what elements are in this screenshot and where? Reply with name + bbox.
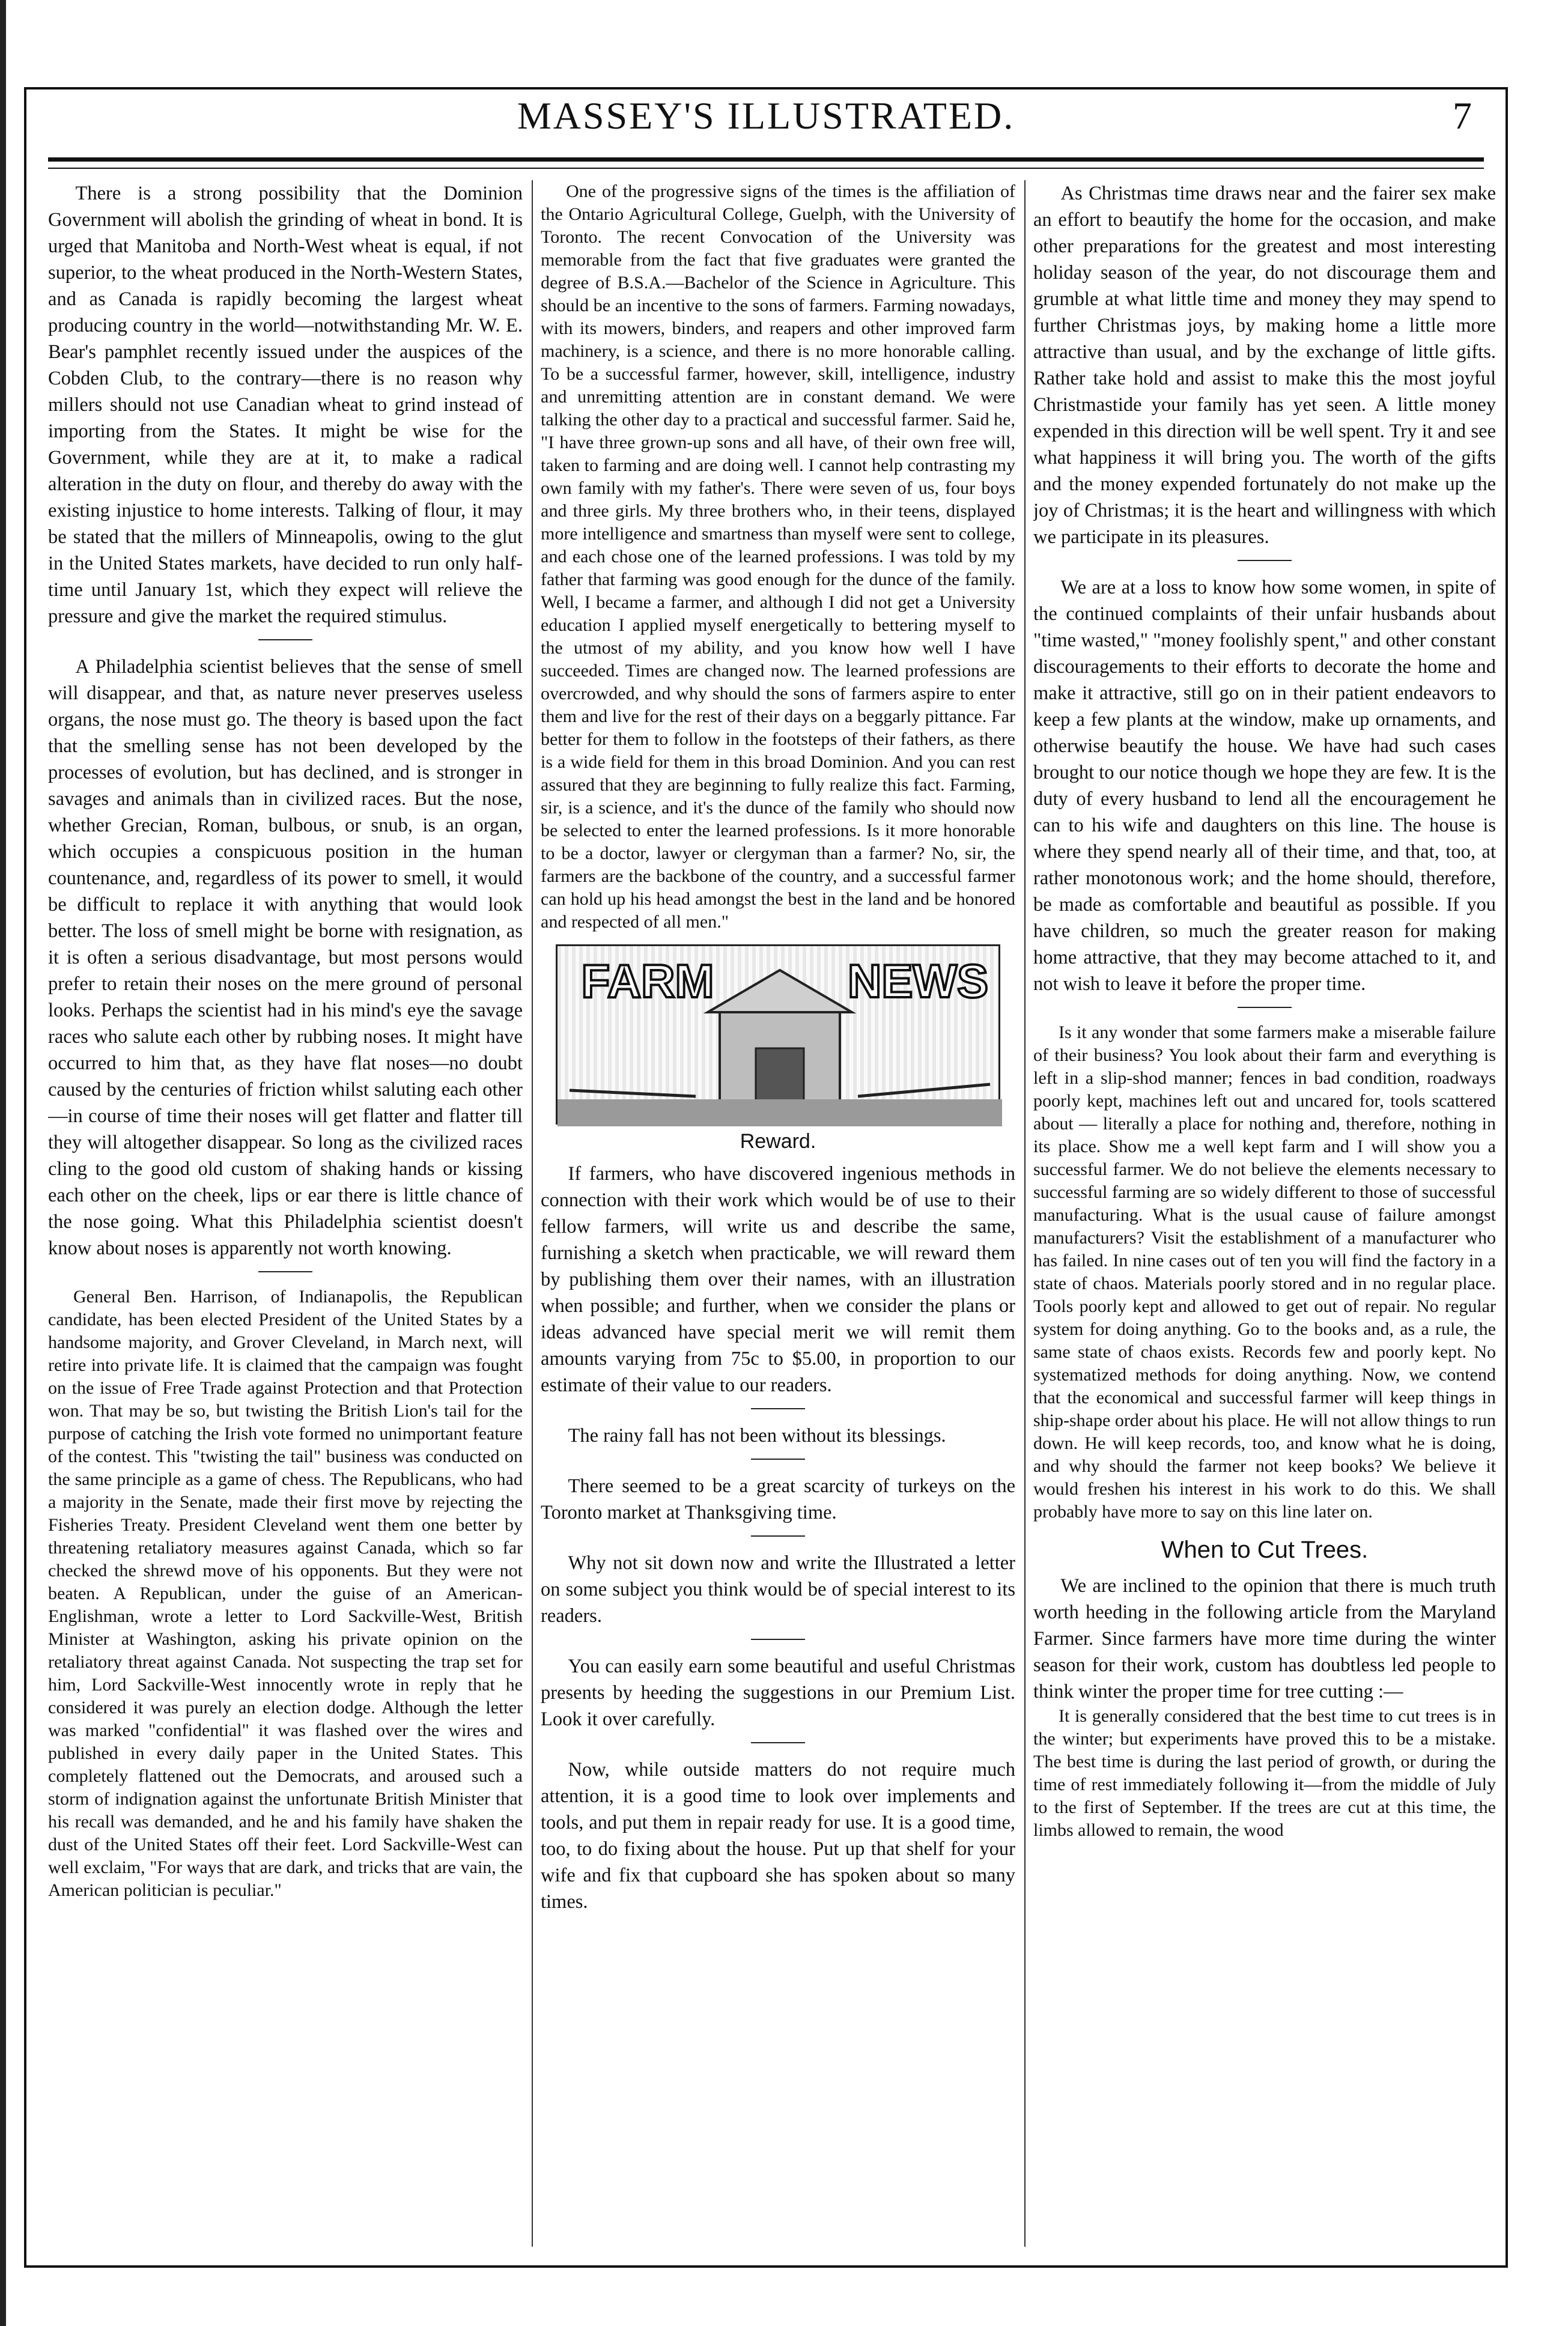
article-philadelphia-nose: A Philadelphia scientist believes that the sense of smell will disappear, and that, as nature never preserves useless organs, the nose must go. The theory is based upon the fact that the smelling sense has not been developed by the processes of evolution, but has declined, and is stronger in savages and animals than in civilized races. But the nose, whether Grecian, Roman, bulbous, or snub, is an organ, which occupies a conspicuous position in the human countenance, and, regardless of its power to smell, it would be difficult to replace it with anything that would look better. The loss of smell might be borne with resignation, as it is often a serious disadvantage, but most persons would prefer to retain their noses on the mere ground of personal looks. Perhaps the scientist had in his mind's eye the savage races who salute each other by rubbing noses. It might have occurred to him that, as they have flat noses—no doubt caused by the centuries of friction whilst saluting each other—in course of time their noses will get flatter and flatter till they will altogether disappear. So long as the civilized races cling to the good old custom of shaking hands or kissing each other on the cheek, lips or ear there is little chance of the nose going. What this Philadelphia scientist doesn't know about noses is apparently not worth knowing. (48, 656, 523, 1259)
svg-text:FARM: FARM (581, 955, 714, 1007)
reward-text: If farmers, who have discovered ingenious methods in connection with their work which would be of use to their fellow farmers, will write us and describe the same, furnishing a sketch when practicable, we will reward them by publishing them over their names, with an illustration when possible; and further, when we consider the plans or ideas advanced have special merit we will remit them amounts varying from 75c to $5.00, in proportion to our estimate of their value to our readers. (541, 1163, 1015, 1396)
page-number: 7 (1453, 94, 1472, 137)
article-women-home: We are at a loss to know how some women, in spite of the continued complaints of their unfair husbands about "time wasted," "money foolishly spent," and other constant discouragements to their efforts to decorate the home and make it attractive, still go on in their patient endeavors to keep a few plants at the window, make up ornaments, and otherwise beautify the house. We have had such cases brought to our notice though we hope they are few. It is the duty of every husband to lend all the encouragement he can to his wife and daughters on this line. The house is where they spend nearly all of their time, and that, too, at rather monotonous work; and the home should, therefore, be made as comfortable and beautiful as possible. If you have children, so much the greater reason for making home attractive, that they may become attached to it, and not wish to leave it before the proper time. (1033, 577, 1496, 995)
column-divider (532, 180, 533, 2247)
when-to-cut-trees-title: When to Cut Trees. (1161, 1537, 1369, 1563)
note-turkeys: There seemed to be a great scarcity of turkeys on the Toronto market at Thanksgiving time. (541, 1475, 1015, 1523)
separator (751, 1639, 805, 1640)
separator (258, 639, 312, 640)
article-farm-failure: Is it any wonder that some farmers make a miserable failure of their business? You look about their farm and everything is left in a slip-shod manner; fences in bad condition, roadways poorly kept, machines left out and uncared for, tools scattered about — literally a place for nothing and, therefore, nothing in its place. Show me a well kept farm and I will show you a successful farmer. We do not believe the elements necessary to successful farming are so widely different to those of successful manufacturing. What is the usual cause of failure amongst manufacturers? Visit the establishment of a manufacturer who has failed. In nine cases out of ten you will find the factory in a state of chaos. Materials poorly stored and in no regular place. Tools poorly kept and allowed to get out of repair. No regular system for doing anything. Go to the books and, as a rule, the same state of chaos exists. Records few and poorly kept. No systematized methods for doing anything. Now, we contend that the economical and successful farmer will keep things in ship-shape order about his place. He will not allow things to run down. He will keep records, too, and know what he is doing, and why should the farmer not keep books? We believe it would freshen his interest in his work to do this. We shall probably have more to say on this line later on. (1033, 1022, 1496, 1522)
note-rainy-fall: The rainy fall has not been without its blessings. (568, 1425, 946, 1447)
barn-illustration (558, 946, 1002, 1126)
page-edge-rule (0, 0, 6, 2326)
page-title: MASSEY'S ILLUSTRATED. (517, 94, 1015, 137)
page-header (36, 90, 1496, 147)
article-christmas: As Christmas time draws near and the fairer sex make an effort to beautify the home for the occasion, and make other preparations for the greatest and most interesting holiday season of the year, do not discourage them and grumble at what little time and money they may spend to further Christmas joys, by making home a little more attractive than usual, and by the exchange of little gifts. Rather take hold and assist to make this the most joyful Christmastide your family has yet seen. A little money expended in this direction will be well spent. Try it and see what happiness it will bring you. The worth of the gifts and the money expended fortunately do not make up the joy of Christmas; it is the heart and willingness with which we participate in its pleasures. (1033, 183, 1496, 548)
article-harrison-election: General Ben. Harrison, of Indianapolis, the Republican candidate, has been elected President of the United States by a handsome majority, and Grover Cleveland, in March next, will retire into private life. It is claimed that the campaign was fought on the issue of Free Trade against Protection and that Protection won. That may be so, but twisting the British Lion's tail for the purpose of catching the Irish vote formed no unimportant feature of the contest. This "twisting the tail" business was conducted on the same principle as a game of chess. The Republicans, who had a majority in the Senate, made their first move by rejecting the Fisheries Treaty. President Cleveland went them one better by threatening retaliatory measures against Canada, which so far checked the shrewd move of his opponents. But they were not beaten. A Republican, under the guise of an American-Englishman, wrote a letter to Lord Sackville-West, British Minister at Washington, asking his private opinion on the retaliatory threat against Canada. Not suspecting the trap set for him, Lord Sackville-West innocently wrote in reply that he considered it was purely an election dodge. Although the letter was marked "confidential" it was flashed over the wires and published in every daily paper in the United States. This completely flattened out the Democrats, and aroused such a storm of indignation against the unfortunate British Minister that his recall was demanded, and he and his family have shaken the dust of the United States off their feet. Lord Sackville-West can well exclaim, "For ways that are dark, and tricks that are vain, the American politician is peculiar." (48, 1287, 523, 1900)
separator (1238, 560, 1292, 561)
separator (751, 1459, 805, 1460)
article-cut-trees-intro: We are inclined to the opinion that there is much truth worth heeding in the following article from the Maryland Farmer. Since farmers have more time during the winter season for their work, custom has doubtless led people to think winter the proper time for tree cutting :— (1033, 1575, 1496, 1702)
separator (751, 1408, 805, 1409)
farm-news-illustration (556, 944, 1000, 1125)
note-write-letter: Why not sit down now and write the Illustrated a letter on some subject you think would be of special interest to its readers. (541, 1552, 1015, 1627)
column-1 (48, 180, 523, 2247)
separator (258, 1271, 312, 1272)
note-premium-list: You can easily earn some beautiful and useful Christmas presents by heeding the suggestions in our Premium List. Look it over carefully. (541, 1656, 1015, 1730)
article-cut-trees-quote: It is generally considered that the best time to cut trees is in the winter; but experiments have proved this to be a mistake. The best time is during the last period of growth, or during the time of rest immediately following it—from the middle of July to the first of September. If the trees are cut at this time, the limbs allowed to remain, the wood (1033, 1706, 1496, 1840)
separator (751, 1535, 805, 1537)
column-3 (1033, 180, 1496, 2247)
separator (1238, 1007, 1292, 1008)
note-repair-tools: Now, while outside matters do not require much attention, it is a good time to look over implements and tools, and put them in repair ready for use. It is a good time, too, to do fixing about the house. Put up that shelf for your wife and fix that cupboard she has spoken about so many times. (541, 1759, 1015, 1913)
svg-text:NEWS: NEWS (848, 955, 988, 1007)
reward-title: Reward. (740, 1130, 816, 1153)
column-divider (1024, 180, 1026, 2247)
article-dominion-wheat: There is a strong possibility that the Dominion Government will abolish the grinding of wheat in bond. It is urged that Manitoba and North-West wheat is equal, if not superior, to the wheat produced in the North-Western States, and as Canada is rapidly becoming the largest wheat producing country in the world—notwithstanding Mr. W. E. Bear's pamphlet recently issued under the auspices of the Cobden Club, to the contrary—there is no reason why millers should not use Canadian wheat to grind instead of importing from the States. It might be wise for the Government, while they are at it, to make a radical alteration in the duty on flour, and thereby do away with the existing injustice to home interests. Talking of flour, it may be stated that the millers of Minneapolis, owing to the glut in the United States markets, have decided to run only half-time until January 1st, which they expect will relieve the pressure and give the market the required stimulus. (48, 183, 523, 627)
separator (751, 1742, 805, 1743)
column-2 (541, 180, 1015, 2247)
article-agricultural-college: One of the progressive signs of the times is the affiliation of the Ontario Agricultural College, Guelph, with the University of Toronto. The recent Convocation of the University was memorable from the fact that five graduates were granted the degree of B.S.A.—Bachelor of the Science in Agriculture. This should be an incentive to the sons of farmers. Farming nowadays, with its mowers, binders, and reapers and other improved farm machinery, is a science, and there is no more honorable calling. To be a successful farmer, however, skill, intelligence, industry and unremitting attention are in constant demand. We were talking the other day to a practical and successful farmer. Said he, "I have three grown-up sons and all have, of their own free will, taken to farming and are doing well. I cannot help contrasting my own family with my father's. There were seven of us, four boys and three girls. My three brothers who, in their teens, displayed more intelligence and smartness than myself were sent to college, and each chose one of the learned professions. I was told by my father that farming was good enough for the dunce of the family. Well, I became a farmer, and although I did not get a University education I applied myself energetically to bettering myself to the utmost of my ability, and you know how well I have succeeded. Times are changed now. The learned professions are overcrowded, and why should the sons of farmers aspire to enter them and live for the rest of their days on a beggarly pittance. Far better for them to follow in the footsteps of their fathers, as there is a wide field for them in this broad Dominion. And you can rest assured that they are beginning to fully realize this fact. Farming, sir, is a science, and it's the dunce of the family who should now be selected to enter the learned professions. Is it more honorable to be a doctor, lawyer or clergyman than a farmer? No, sir, the farmers are the backbone of the country, and a successful farmer can hold up his head amongst the best in the land and be honored and respected of all men." (541, 181, 1015, 932)
header-rule (48, 157, 1484, 169)
